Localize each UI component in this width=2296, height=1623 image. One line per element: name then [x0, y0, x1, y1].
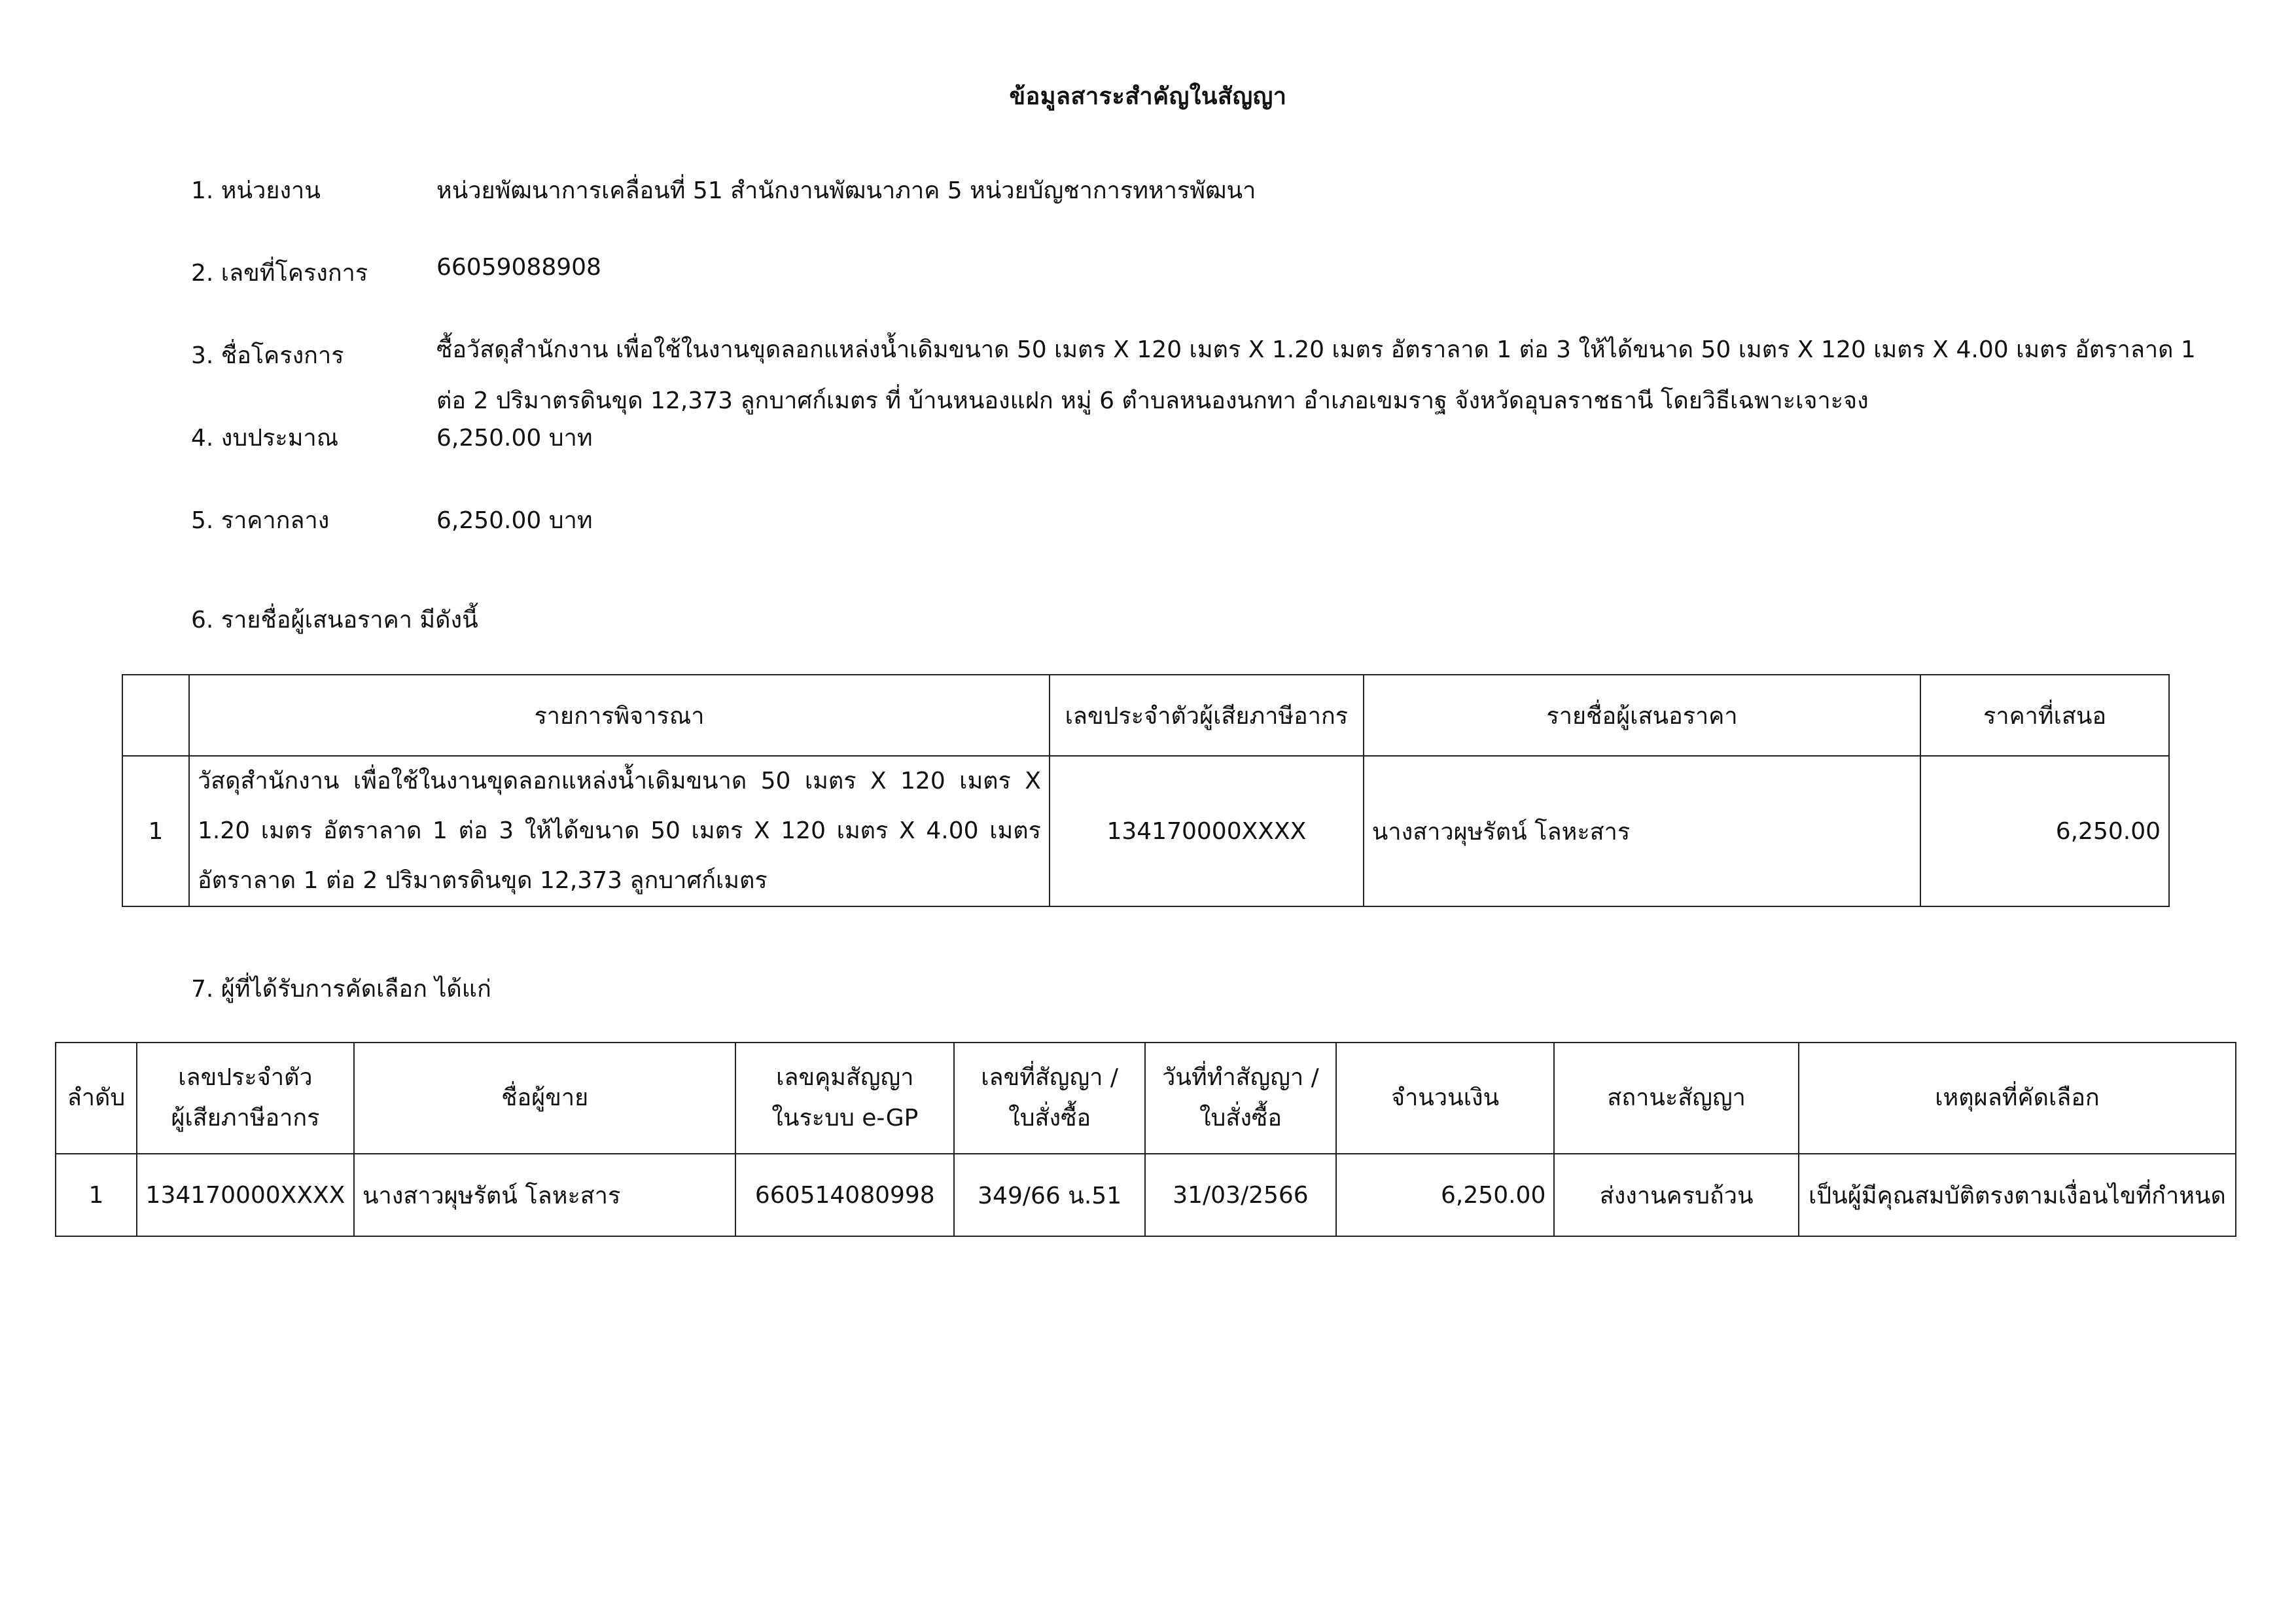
column-header-contract-number: [954, 1043, 1145, 1154]
budget-label: 4. งบประมาณ: [191, 425, 339, 452]
column-header-bidder: รายชื่อผู้เสนอราคา: [1364, 675, 1920, 756]
winners-heading: 7. ผู้ที่ได้รับการคัดเลือก ได้แก่: [191, 976, 491, 1003]
column-header-tax-id: [137, 1043, 354, 1154]
column-header-item: รายการพิจารณา: [189, 675, 1050, 756]
contract-status: ส่งงานครบถ้วน: [1554, 1154, 1799, 1236]
control-number: 660514080998: [735, 1154, 954, 1236]
column-header-number: [122, 675, 189, 756]
project-number-value: 66059088908: [436, 254, 601, 281]
column-header-price: ราคาที่เสนอ: [1920, 675, 2169, 756]
project-name-value: ซื้อวัสดุสำนักงาน เพื่อใช้ในงานขุดลอกแหล่งน้ำเดิมขนาด 50 เมตร X 120 เมตร X 1.20 เมตร อัตราลาด 1 ต่อ 3 ให้ได้ขนาด 50 เมตร X 120 เมตร X 4.00 เมตร อัตราลาด 1 ต่อ 2 ปริมาตรดินขุด 12,373 ลูกบาศก์เมตร ที่ บ้านหนองแฝก หมู่ 6 ตำบลหนองนกทา อำเภอเขมราฐ จังหวัดอุบลราชธานี โดยวิธีเฉพาะเจาะจง: [436, 336, 2196, 414]
column-header-tax-id: เลขประจำตัวผู้เสียภาษีอากร: [1050, 675, 1364, 756]
selection-reason: เป็นผู้มีคุณสมบัติตรงตามเงื่อนไขที่กำหนด: [1799, 1154, 2236, 1236]
bidders-table: [122, 674, 2170, 907]
table-row: [56, 1154, 2236, 1236]
tax-id: 134170000XXXX: [137, 1154, 354, 1236]
column-header-reason: เหตุผลที่คัดเลือก: [1799, 1043, 2236, 1154]
project-number-label: 2. เลขที่โครงการ: [191, 260, 368, 287]
header-line: ในระบบ e-GP: [771, 1105, 919, 1132]
column-header-control-number: [735, 1043, 954, 1154]
median-price-value: 6,250.00 บาท: [436, 507, 593, 534]
median-price-label: 5. ราคากลาง: [191, 507, 330, 534]
header-line: เลขคุมสัญญา: [776, 1064, 914, 1091]
header-line: ผู้เสียภาษีอากร: [171, 1105, 320, 1132]
page-title: ข้อมูลสาระสำคัญในสัญญา: [1009, 83, 1287, 110]
tax-id: 134170000XXXX: [1050, 756, 1364, 906]
column-header-contract-date: [1145, 1043, 1336, 1154]
header-line: เลขที่สัญญา /: [981, 1064, 1119, 1091]
row-number: 1: [122, 756, 189, 906]
agency-label: 1. หน่วยงาน: [191, 177, 321, 204]
table-row: [122, 756, 2169, 906]
table-header-row: [56, 1043, 2236, 1154]
column-header-order: ลำดับ: [56, 1043, 137, 1154]
column-header-seller: ชื่อผู้ขาย: [354, 1043, 735, 1154]
budget-value: 6,250.00 บาท: [436, 425, 593, 452]
header-line: ใบสั่งซื้อ: [1199, 1105, 1282, 1132]
seller-name: นางสาวผุษรัตน์ โลหะสาร: [354, 1154, 735, 1236]
item-description: วัสดุสำนักงาน เพื่อใช้ในงานขุดลอกแหล่งน้ำเดิมขนาด 50 เมตร X 120 เมตร X 1.20 เมตร อัตราลาด 1 ต่อ 3 ให้ได้ขนาด 50 เมตร X 120 เมตร X 4.00 เมตร อัตราลาด 1 ต่อ 2 ปริมาตรดินขุด 12,373 ลูกบาศก์เมตร: [189, 756, 1050, 906]
row-order: 1: [56, 1154, 137, 1236]
offered-price: 6,250.00: [1920, 756, 2169, 906]
contract-amount: 6,250.00: [1336, 1154, 1554, 1236]
project-name-label: 3. ชื่อโครงการ: [191, 342, 344, 369]
column-header-amount: จำนวนเงิน: [1336, 1043, 1554, 1154]
bidders-heading: 6. รายชื่อผู้เสนอราคา มีดังนี้: [191, 607, 478, 633]
contract-number: 349/66 น.51: [954, 1154, 1145, 1236]
agency-value: หน่วยพัฒนาการเคลื่อนที่ 51 สำนักงานพัฒนาภาค 5 หน่วยบัญชาการทหารพัฒนา: [436, 177, 1256, 204]
table-header-row: [122, 675, 2169, 756]
column-header-status: สถานะสัญญา: [1554, 1043, 1799, 1154]
header-line: วันที่ทำสัญญา /: [1162, 1064, 1319, 1091]
bidder-name: นางสาวผุษรัตน์ โลหะสาร: [1364, 756, 1920, 906]
header-line: เลขประจำตัว: [178, 1064, 313, 1091]
winners-table: [55, 1042, 2236, 1237]
header-line: ใบสั่งซื้อ: [1008, 1105, 1091, 1132]
contract-date: 31/03/2566: [1145, 1154, 1336, 1236]
